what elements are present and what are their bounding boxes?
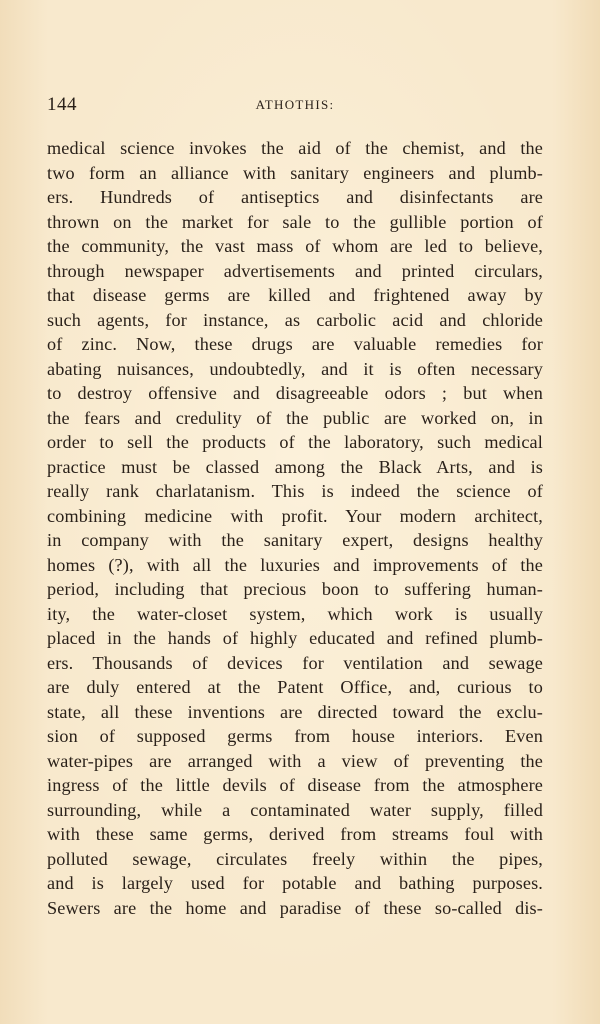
text-line: the fears and credulity of the public are worked on, in: [47, 407, 543, 428]
body-text: [47, 136, 543, 920]
text-line: abating nuisances, undoubtedly, and it is often necessary: [47, 358, 543, 379]
text-line: thrown on the market for sale to the gullible portion of: [47, 211, 543, 232]
text-line: two form an alliance with sanitary engineers and plumb-: [47, 162, 543, 183]
text-line: polluted sewage, circulates freely within the pipes,: [47, 848, 543, 869]
text-line: and is largely used for potable and bathing purposes.: [47, 873, 543, 893]
text-line: placed in the hands of highly educated and refined plumb-: [47, 628, 543, 648]
page-header: [47, 94, 543, 118]
text-line: through newspaper advertisements and printed circulars,: [47, 260, 543, 281]
text-line: surrounding, while a contaminated water supply, filled: [47, 799, 543, 820]
text-line: combining medicine with profit. Your modern architect,: [47, 505, 543, 526]
text-line: of zinc. Now, these drugs are valuable remedies for: [47, 334, 543, 354]
text-line: period, including that precious boon to suffering human-: [47, 579, 543, 599]
text-line: with these same germs, derived from streams foul with: [47, 824, 543, 844]
text-line: practice must be classed among the Black Arts, and is: [47, 456, 543, 477]
text-line: ingress of the little devils of disease from the atmosphere: [47, 775, 543, 795]
text-line: ers. Thousands of devices for ventilation and sewage: [47, 652, 543, 673]
text-line: are duly entered at the Patent Office, and, curious to: [47, 677, 543, 697]
running-head: ATHOTHIS:: [255, 97, 335, 112]
page-number: 144: [47, 94, 77, 115]
text-line: Sewers are the home and paradise of these so-called dis-: [47, 897, 543, 918]
text-line: ity, the water-closet system, which work is usually: [47, 603, 543, 624]
text-line: sion of supposed germs from house interiors. Even: [47, 726, 543, 746]
text-line: order to sell the products of the laboratory, such medical: [47, 432, 543, 452]
text-line: medical science invokes the aid of the chemist, and the: [47, 138, 543, 158]
text-line: really rank charlatanism. This is indeed the science of: [47, 481, 543, 501]
text-line: water-pipes are arranged with a view of preventing the: [47, 750, 543, 771]
text-line: homes (?), with all the luxuries and improvements of the: [47, 554, 543, 575]
text-line: ers. Hundreds of antiseptics and disinfectants are: [47, 187, 543, 207]
text-line: to destroy offensive and disagreeable odors ; but when: [47, 383, 543, 403]
text-line: the community, the vast mass of whom are led to believe,: [47, 236, 543, 256]
text-line: such agents, for instance, as carbolic acid and chloride: [47, 309, 543, 330]
text-line: in company with the sanitary expert, designs healthy: [47, 530, 543, 550]
text-line: that disease germs are killed and frightened away by: [47, 285, 543, 305]
text-line: state, all these inventions are directed toward the exclu-: [47, 701, 543, 722]
